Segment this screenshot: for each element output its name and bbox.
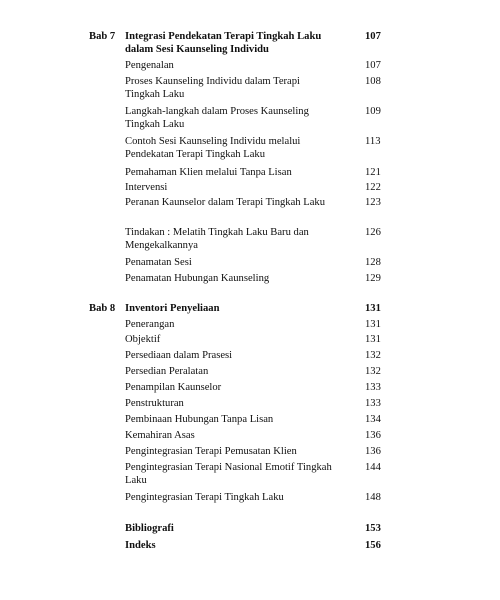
entry-title: Pembinaan Hubungan Tanpa Lisan [125,414,274,425]
entry-page: 129 [365,273,381,284]
entry-page: 132 [365,366,381,377]
entry-title: Pemahaman Klien melalui Tanpa Lisan [125,167,292,178]
entry-title: Pengintegrasian Terapi Tingkah Laku [125,492,284,503]
entry-title: Langkah-langkah dalam Proses Kaunseling Tingkah Laku [125,106,309,130]
entry-page: 133 [365,382,381,393]
entry-page: 131 [365,334,381,345]
entry-page: 131 [365,319,381,330]
entry-page: 113 [365,136,381,147]
entry-page: 134 [365,414,381,425]
entry-page: 153 [365,523,381,534]
entry-page: 121 [365,167,381,178]
entry-page: 108 [365,76,381,87]
entry-title: Penampilan Kaunselor [125,382,222,393]
entry-title: Kemahiran Asas [125,430,195,441]
chapter-label: Bab 8 [89,303,116,314]
entry-page: 107 [365,60,381,71]
chapter-label: Bab 7 [89,31,116,42]
entry-page: 136 [365,430,381,441]
entry-title: Tindakan : Melatih Tingkah Laku Baru dan Mengekalkannya [125,227,309,251]
entry-page: 148 [365,492,381,503]
entry-title: Indeks [125,540,156,551]
entry-title: Objektif [125,334,161,345]
entry-title: Persedian Peralatan [125,366,209,377]
entry-title: Penstrukturan [125,398,184,409]
entry-title: Persediaan dalam Prasesi [125,350,233,361]
chapter-page: 131 [365,303,381,314]
entry-title: Proses Kaunseling Individu dalam Terapi Tingkah Laku [125,76,301,100]
entry-title: Contoh Sesi Kaunseling Individu melalui Pendekatan Terapi Tingkah Laku [125,136,301,160]
entry-title: Bibliografi [125,523,174,534]
entry-page: 133 [365,398,381,409]
entry-page: 132 [365,350,381,361]
entry-page: 123 [365,197,381,208]
entry-title: Penerangan [125,319,175,330]
entry-page: 128 [365,257,381,268]
chapter-title: Inventori Penyeliaan [125,303,220,314]
chapter-page: 107 [365,31,381,42]
entry-title: Pengintegrasian Terapi Pemusatan Klien [125,446,297,457]
entry-title: Peranan Kaunselor dalam Terapi Tingkah Laku [125,197,326,208]
entry-page: 122 [365,182,381,193]
entry-page: 109 [365,106,381,117]
entry-page: 126 [365,227,381,238]
entry-title: Penamatan Hubungan Kaunseling [125,273,270,284]
chapter-title: Integrasi Pendekatan Terapi Tingkah Laku dalam Sesi Kaunseling Individu [125,31,322,55]
entry-title: Intervensi [125,182,168,193]
entry-title: Penamatan Sesi [125,257,192,268]
entry-page: 136 [365,446,381,457]
entry-title: Pengenalan [125,60,174,71]
entry-title: Pengintegrasian Terapi Nasional Emotif Tingkah Laku [125,462,332,486]
entry-page: 156 [365,540,381,551]
entry-page: 144 [365,462,381,473]
